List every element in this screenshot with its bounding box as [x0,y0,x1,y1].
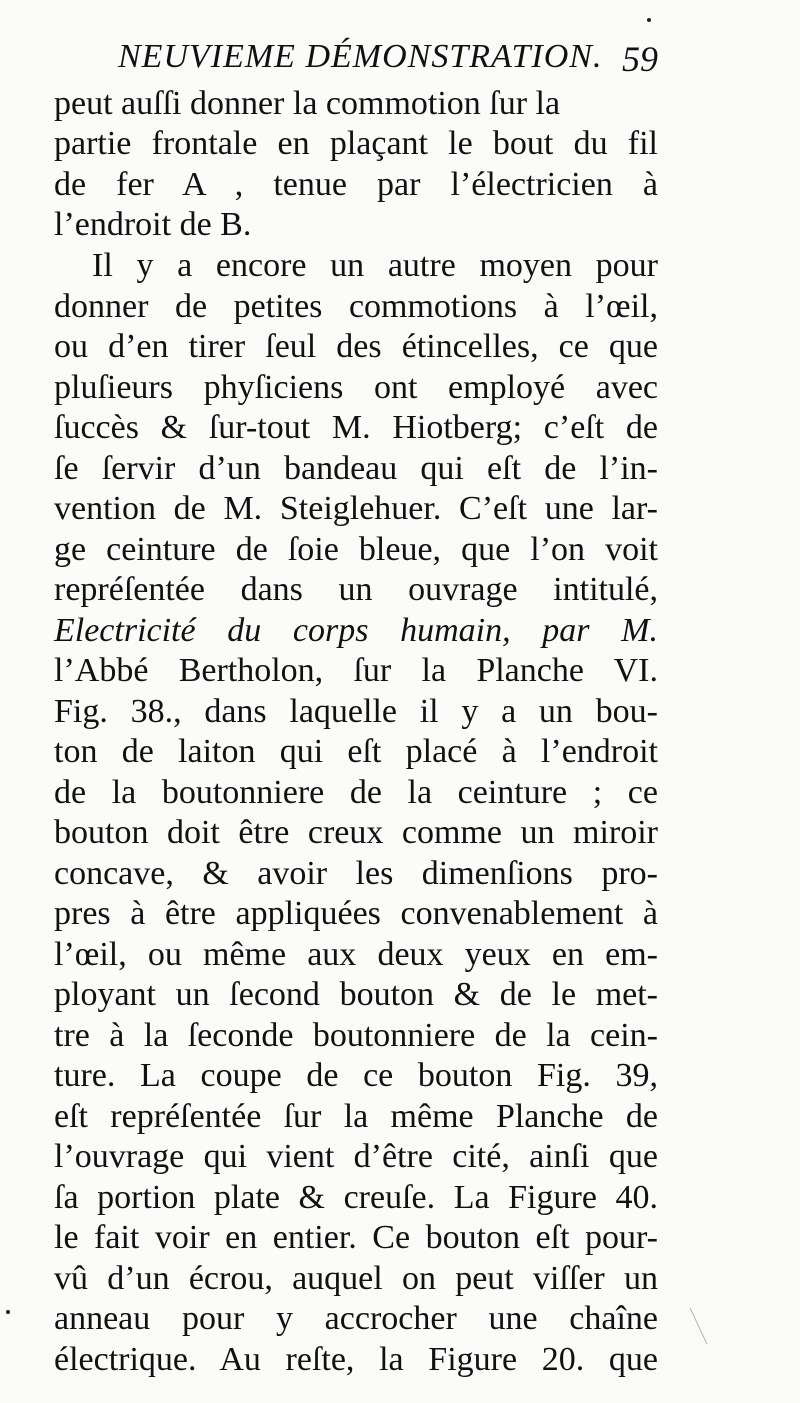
text-line: donner de petites commotions à l’œil, [54,288,658,325]
text-line: le fait voir en entier. Ce bouton eſt pour- [54,1219,658,1256]
text-line: pres à être appliquées convenablement à [54,895,658,932]
text-line: peut auſſi donner la commotion ſur la [54,85,561,122]
paper-speck [647,18,651,22]
page-number: 59 [622,39,658,79]
text-line: tre à la ſeconde boutonniere de la cein- [54,1017,658,1054]
text-line: ou d’en tirer ſeul des étincelles, ce que [54,328,658,365]
text-line: Fig. 38., dans laquelle il y a un bou- [54,693,658,730]
text-line: l’Abbé Bertholon, ſur la Planche VI. [54,652,658,689]
text-line: vention de M. Steiglehuer. C’eſt une lar- [54,490,658,527]
text-line: concave, & avoir les dimenſions pro- [54,855,658,892]
text-line: repréſentée dans un ouvrage intitulé, [54,571,658,608]
text-line: ſe ſervir d’un bandeau qui eſt de l’in- [54,450,658,487]
text-line: pluſieurs phyſiciens ont employé avec [54,369,658,406]
text-line: l’ouvrage qui vient d’être cité, ainſi que [54,1138,658,1175]
text-line: partie frontale en plaçant le bout du fil [54,125,658,162]
running-head: NEUVIEME DÉMONSTRATION. [118,38,603,75]
paper-mark [690,1308,708,1345]
text-line: vû d’un écrou, auquel on peut viſſer un [54,1260,658,1297]
page-header [118,38,658,86]
text-line: ſuccès & ſur-tout M. Hiotberg; c’eſt de [54,409,658,446]
text-line: bouton doit être creux comme un miroir [54,814,658,851]
text-line: ton de laiton qui eſt placé à l’endroit [54,733,658,770]
text-line: de fer A , tenue par l’électricien à [54,166,658,203]
text-line: ge ceinture de ſoie bleue, que l’on voit [54,531,658,568]
text-line: ture. La coupe de ce bouton Fig. 39, [54,1057,658,1094]
text-line: de la boutonniere de la ceinture ; ce [54,774,658,811]
text-line: électrique. Au reſte, la Figure 20. que [54,1341,658,1378]
text-line: l’œil, ou même aux deux yeux en em- [54,936,658,973]
text-line: ployant un ſecond bouton & de le met- [54,976,658,1013]
paper-speck [6,1310,10,1314]
text-line: anneau pour y accrocher une chaîne [54,1300,658,1337]
text-line: ſa portion plate & creuſe. La Figure 40. [54,1179,658,1216]
text-line: Il y a encore un autre moyen pour [92,247,658,284]
text-line: eſt repréſentée ſur la même Planche de [54,1098,658,1135]
text-line: l’endroit de B. [54,206,252,243]
text-line: Electricité du corps humain, par M. [54,612,658,649]
